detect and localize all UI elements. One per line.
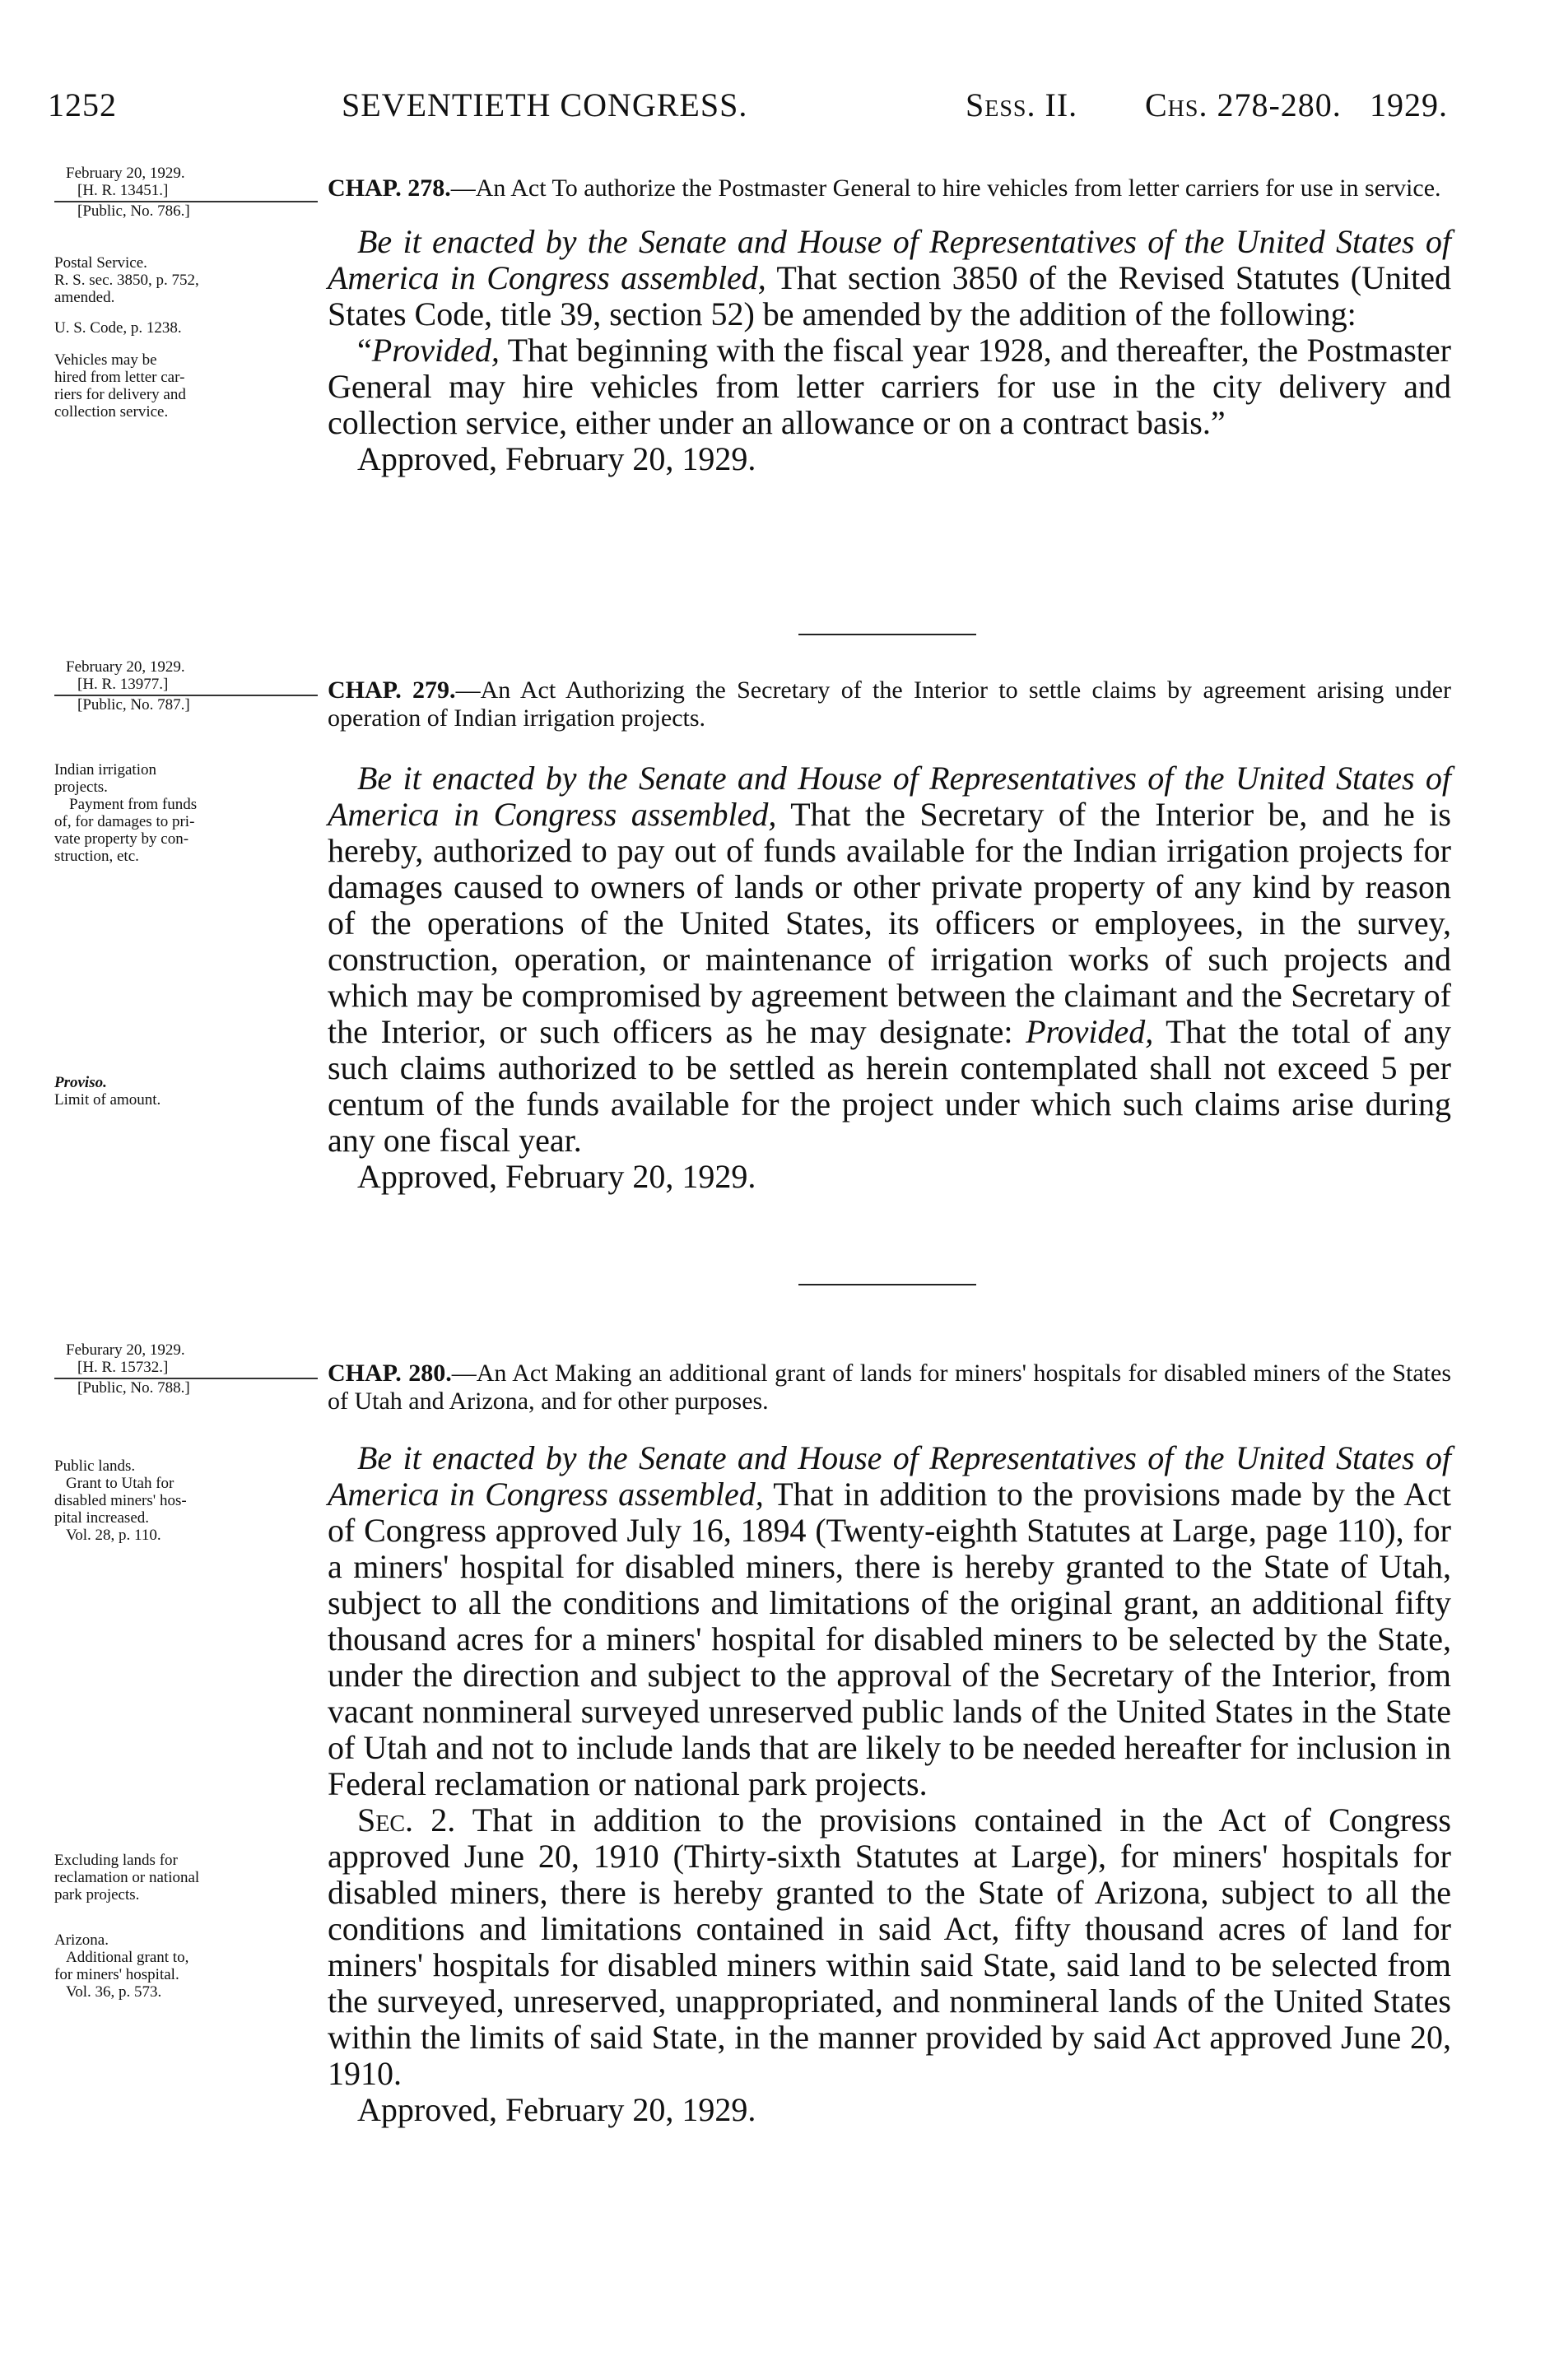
chap278-note-vehicles-b: hired from letter car- [54, 369, 185, 386]
chap280-bill: [H. R. 15732.] [77, 1359, 169, 1376]
chap280-note-excluding-a: Excluding lands for [54, 1852, 178, 1869]
chap279-note-payment-d: struction, etc. [54, 848, 139, 865]
congress-title: SEVENTIETH CONGRESS. [342, 86, 748, 123]
chap278-proviso-body: That beginning with the fiscal year 1928, and thereafter, the Postmaster General may hire vehicles from letter carriers for use in the city delivery and collection service, either under an allowance or on a contract basis.” [328, 332, 1451, 441]
chap279-text [328, 676, 1451, 1195]
chap280-section-2 [328, 1802, 1451, 2092]
chap280-note-arizona-a: Arizona. [54, 1931, 109, 1949]
chap280-note-excluding-c: park projects. [54, 1886, 140, 1904]
chap280-approved: Approved, February 20, 1929. [357, 2091, 756, 2128]
chap279-note-indian-a: Indian irrigation [54, 761, 156, 779]
chap279-note-payment-b: of, for damages to pri- [54, 813, 195, 830]
header-year: 1929. [1370, 86, 1448, 123]
running-header [48, 86, 1447, 135]
separator-rule-1 [798, 634, 976, 635]
chap280-text [328, 1360, 1451, 2128]
chap278-note-vehicles-a: Vehicles may be [54, 351, 157, 369]
chap279-date: February 20, 1929. [66, 658, 185, 676]
chap280-heading [328, 1360, 1451, 1415]
chap280-title: —An Act Making an additional grant of lands for miners' hospitals for disabled miners of the States of Utah and Arizona, and for other purposes. [328, 1360, 1451, 1415]
chap278-text [328, 174, 1451, 477]
chap278-note-rs: R. S. sec. 3850, p. 752, [54, 272, 199, 289]
chap279-body-1: That the Secretary of the Interior be, and he is hereby, authorized to pay out of funds available for the Indian irrigation projects for damages caused to owners of lands or other private property of any kind by reason of the operations of the United States, its officers or employees, in the survey, construction, operation, or maintenance of irrigation works of such projects and which may be compromised by agreement between the claimant and the Secretary of the Interior, or such officers as he may designate: [328, 796, 1451, 1050]
chap278-approved: Approved, February 20, 1929. [357, 440, 756, 477]
chap278-label: CHAP. 278. [328, 174, 451, 202]
chap279-sidenotes [54, 658, 318, 1109]
chap278-proviso-quote: “ [357, 332, 372, 369]
chap280-sidenotes [54, 1341, 318, 2001]
chap278-public: [Public, No. 786.] [77, 202, 190, 220]
chap278-sidenotes [54, 165, 318, 421]
chap279-note-indian-b: projects. [54, 779, 108, 796]
chap278-note-vehicles-d: collection service. [54, 403, 169, 421]
chap280-enacting: Be it enacted by the Senate and House of Representatives of the United States of America in Congress assembled, [328, 1439, 1451, 1513]
chap280-enacting-clause [328, 1440, 1451, 1802]
chap278-heading [328, 174, 1451, 202]
page-number: 1252 [48, 86, 117, 123]
chap278-proviso-word: Provided, [371, 332, 500, 369]
chap280-note-arizona-b: Additional grant to, [66, 1949, 189, 1966]
chap279-proviso-word: Provided, [1026, 1013, 1154, 1050]
separator-rule-2 [798, 1284, 976, 1285]
chap279-body-2: That the total of any such claims authorized to be settled as herein contemplated shall not exceed 5 per centum of the funds available for the project under which such claims arise during any one fiscal year. [328, 1013, 1451, 1159]
chap280-body-2: That in addition to the provisions contained in the Act of Congress approved June 20, 1910 (Thirty-sixth Statutes at Large), for miners' hospitals for disabled miners, there is hereby granted to the State of Arizona, subject to all the conditions and limitations contained in said Act, fifty thousand acres of land for miners' hospitals for disabled miners within said State, said land to be selected from the surveyed, unreserved, unappropriated, and nonmineral lands of the United States within the limits of said State, in the manner provided by said Act approved June 20, 1910. [328, 1801, 1451, 2092]
chap279-public: [Public, No. 787.] [77, 696, 190, 714]
chap279-label: CHAP. 279. [328, 676, 456, 704]
chap280-note-utah-c: pital increased. [54, 1509, 150, 1527]
chap278-note-vehicles-c: riers for delivery and [54, 386, 186, 403]
chapters-label: Chs. 278-280. [1145, 86, 1342, 123]
chap278-date: February 20, 1929. [66, 165, 185, 182]
chap278-enacting-clause [328, 224, 1451, 332]
chap279-title: —An Act Authorizing the Secretary of the Interior to settle claims by agreement arising under operation of Indian irrigation projects. [328, 676, 1451, 732]
chap278-note-amended: amended. [54, 289, 115, 306]
session-label: Sess. II. [966, 86, 1078, 123]
chap279-note-limit: Limit of amount. [54, 1091, 161, 1109]
chap280-note-utah-a: Grant to Utah for [66, 1475, 175, 1492]
chap279-enacting: Be it enacted by the Senate and House of Representatives of the United States of America in Congress assembled, [328, 760, 1451, 833]
chap280-note-arizona-c: for miners' hospital. [54, 1966, 179, 1983]
chap279-approved: Approved, February 20, 1929. [357, 1158, 756, 1195]
chap278-body: That section 3850 of the Revised Statutes (United States Code, title 39, section 52) be amended by the addition of the following: [328, 259, 1451, 332]
chap278-bill: [H. R. 13451.] [77, 182, 169, 199]
chap280-note-arizona-d: Vol. 36, p. 573. [66, 1983, 162, 2001]
chap279-bill: [H. R. 13977.] [77, 676, 169, 693]
chap280-date: Feburary 20, 1929. [66, 1341, 185, 1359]
chap279-note-payment-c: vate property by con- [54, 830, 189, 848]
chap279-heading [328, 676, 1451, 732]
chap279-enacting-clause [328, 760, 1451, 1159]
chap278-note-postal: Postal Service. [54, 254, 147, 272]
chap280-note-public-lands: Public lands. [54, 1457, 136, 1475]
chap280-note-utah-b: disabled miners' hos- [54, 1492, 187, 1509]
chap279-note-proviso: Proviso. [54, 1074, 107, 1091]
chap280-note-utah-d: Vol. 28, p. 110. [66, 1527, 161, 1544]
chap278-note-code: U. S. Code, p. 1238. [54, 319, 182, 337]
chap279-note-payment-a: Payment from funds [69, 796, 198, 813]
chap280-label: CHAP. 280. [328, 1360, 452, 1387]
chap278-title: —An Act To authorize the Postmaster General to hire vehicles from letter carriers for use in service. [450, 174, 1441, 202]
chap280-note-excluding-b: reclamation or national [54, 1869, 200, 1886]
chap280-sec2-label: Sec. 2. [357, 1801, 456, 1838]
chap278-enacting: Be it enacted by the Senate and House of Representatives of the United States of America in Congress assembled, [328, 223, 1451, 296]
chap280-body-1: That in addition to the provisions made by the Act of Congress approved July 16, 1894 (Twenty-eighth Statutes at Large, page 110), for a miners' hospital for disabled miners, there is hereby granted to the State of Utah, subject to all the conditions and limitations of the original grant, an additional fifty thousand acres for a miners' hospital for disabled miners to be selected by the State, under the direction and subject to the approval of the Secretary of the Interior, from vacant nonmineral surveyed unreserved public lands of the United States in the State of Utah and not to include lands that are likely to be needed hereafter for inclusion in Federal reclamation or national park projects. [328, 1476, 1451, 1802]
chap280-public: [Public, No. 788.] [77, 1379, 190, 1397]
chap278-proviso [328, 332, 1451, 441]
